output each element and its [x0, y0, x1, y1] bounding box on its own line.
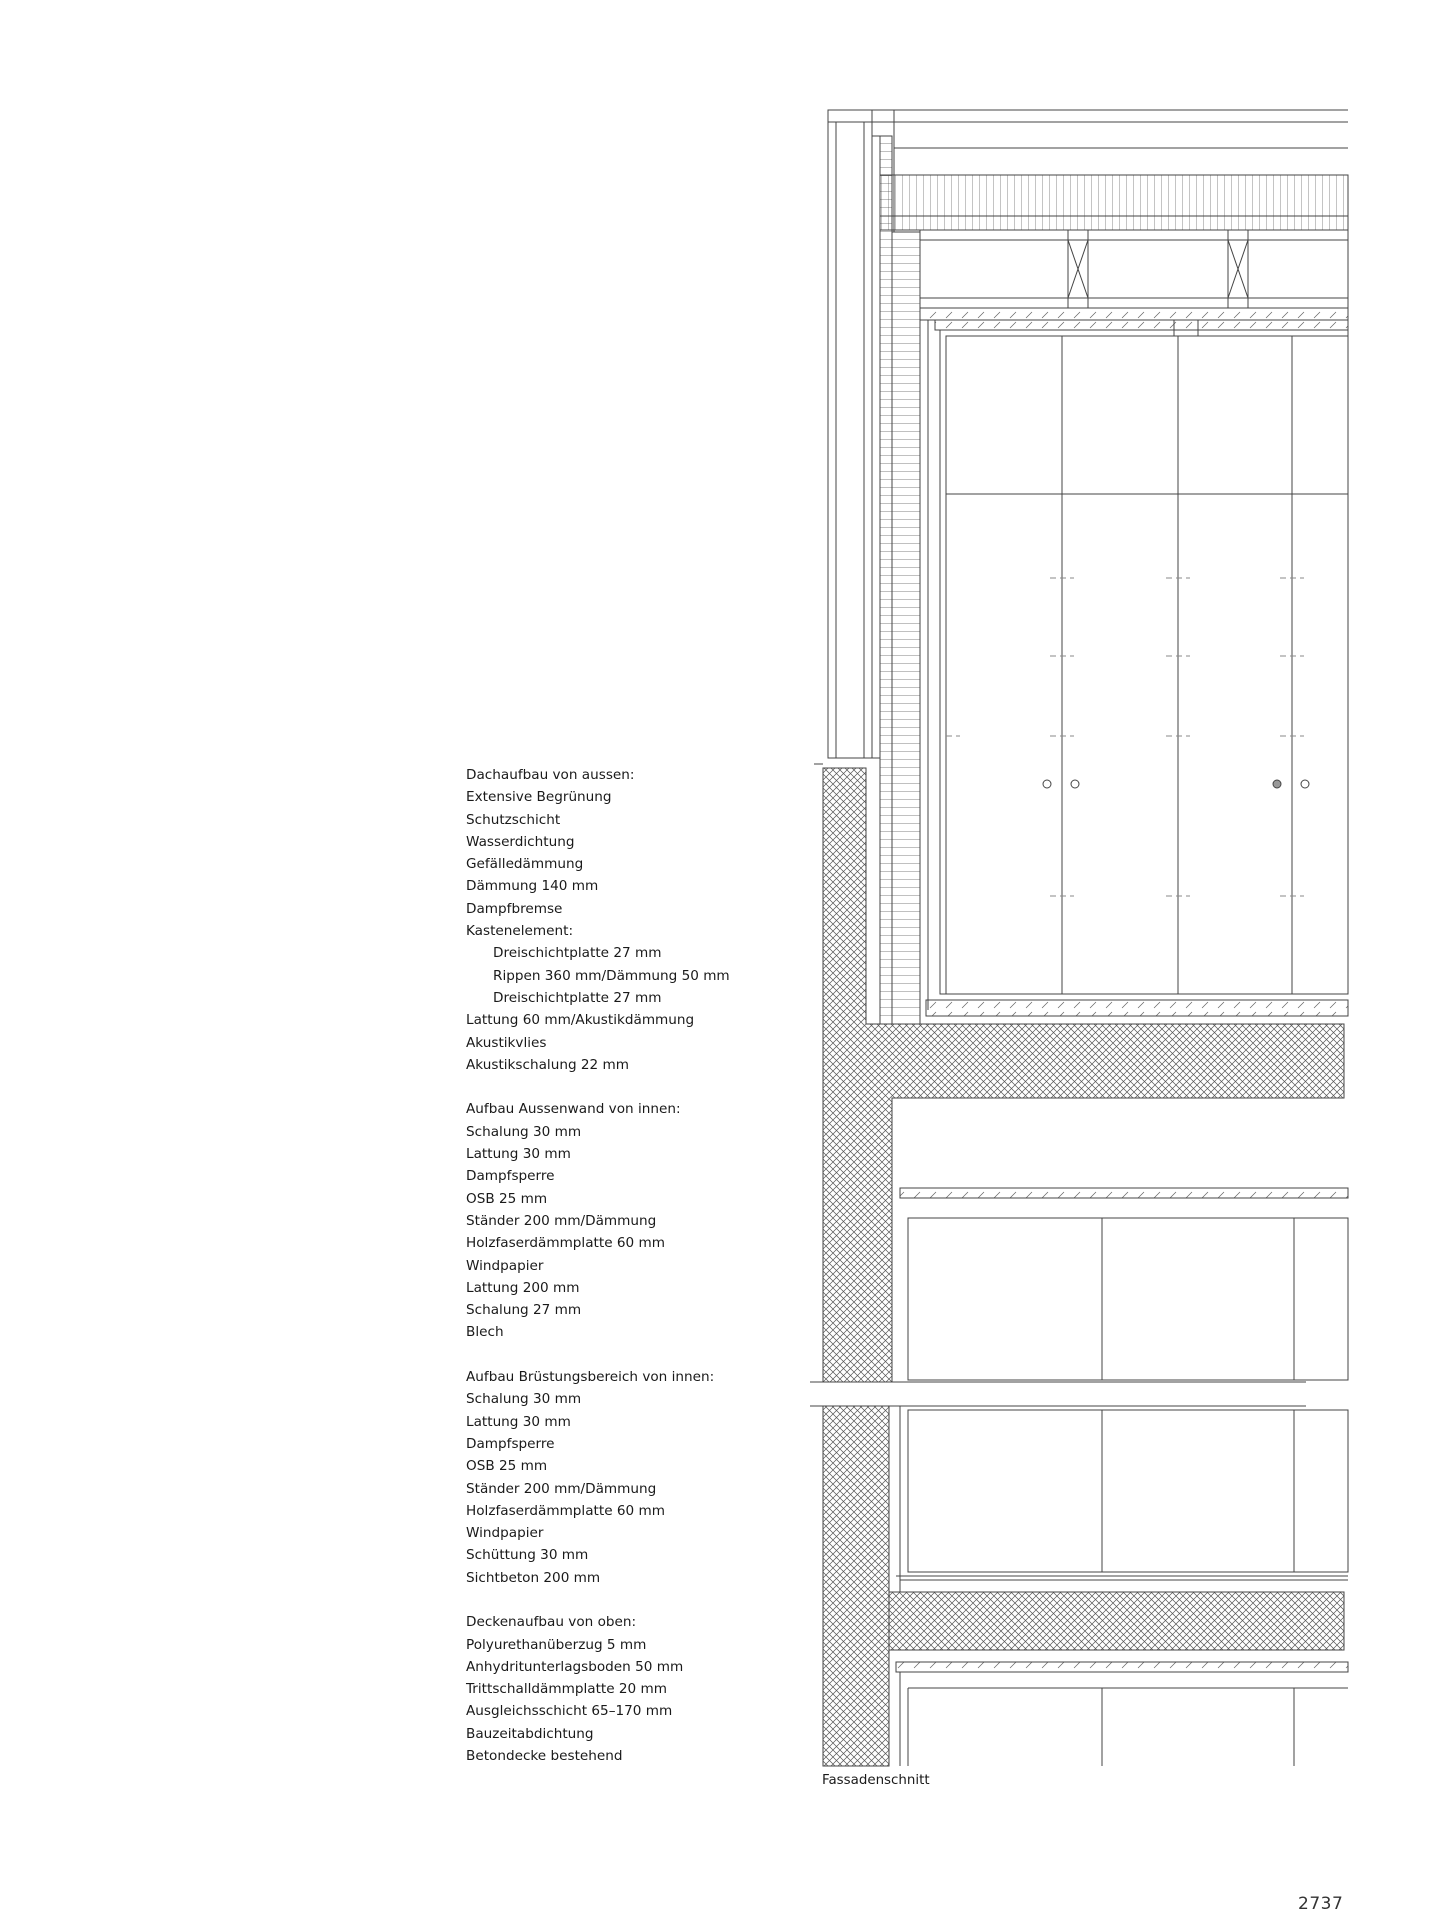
roof-insulation-layer — [880, 175, 1348, 230]
spec-item: Holzfaserdämmplatte 60 mm — [466, 1235, 665, 1252]
spec-item: Kastenelement: — [466, 923, 574, 940]
middle-storey-window — [900, 1188, 1348, 1380]
spec-item: Anhydritunterlagsboden 50 mm — [466, 1658, 684, 1675]
spec-item: Dreischichtplatte 27 mm — [493, 945, 662, 962]
roof-box-element — [920, 230, 1348, 308]
lower-parapet-wall — [823, 1406, 1348, 1766]
spec-item: Extensive Begrünung — [466, 789, 612, 806]
spec-item: Schalung 27 mm — [466, 1302, 582, 1319]
mid-floor-band — [810, 1382, 1306, 1406]
roof-acoustic-layer — [920, 308, 1348, 336]
spec-item: Trittschalldämmplatte 20 mm — [466, 1681, 668, 1698]
spec-item: OSB 25 mm — [466, 1190, 548, 1207]
spec-group — [466, 1366, 796, 1589]
spec-item: Lattung 30 mm — [466, 1146, 571, 1163]
spec-group-heading: Dachaufbau von aussen: — [466, 767, 635, 783]
spec-item: Dampfsperre — [466, 1168, 555, 1185]
spec-item: Windpapier — [466, 1525, 544, 1542]
spec-item: Akustikvlies — [466, 1034, 547, 1051]
spec-item: Ausgleichsschicht 65–170 mm — [466, 1703, 673, 1720]
spec-item: Schalung 30 mm — [466, 1123, 582, 1140]
spec-group-heading: Deckenaufbau von oben: — [466, 1614, 637, 1631]
lower-storey-window — [896, 1662, 1348, 1766]
spec-item: Dämmung 140 mm — [466, 878, 599, 895]
spec-group — [466, 764, 796, 1076]
drawing-caption: Fassadenschnitt — [822, 1773, 930, 1788]
spec-item: Dampfsperre — [466, 1435, 555, 1452]
spec-group-heading: Aufbau Aussenwand von innen: — [466, 1101, 681, 1118]
spec-item: Akustikschalung 22 mm — [466, 1056, 629, 1073]
spec-item: Lattung 30 mm — [466, 1413, 571, 1430]
spec-item: Betondecke bestehend — [466, 1748, 623, 1765]
spec-item: Polyurethanüberzug 5 mm — [466, 1636, 647, 1653]
spec-item: OSB 25 mm — [466, 1458, 548, 1475]
spec-group-heading: Aufbau Brüstungsbereich von innen: — [466, 1369, 715, 1386]
spec-group — [466, 1611, 796, 1767]
spec-group — [466, 1098, 796, 1343]
spec-item: Bauzeitabdichtung — [466, 1725, 594, 1742]
window-upper — [926, 330, 1348, 1016]
spec-item: Holzfaserdämmplatte 60 mm — [466, 1502, 665, 1519]
spec-item: Ständer 200 mm/Dämmung — [466, 1212, 657, 1229]
spec-item: Schüttung 30 mm — [466, 1547, 589, 1564]
spec-item: Lattung 200 mm — [466, 1279, 580, 1296]
spec-item: Lattung 60 mm/Akustikdämmung — [466, 1012, 695, 1029]
spec-item: Windpapier — [466, 1257, 544, 1274]
spec-item: Wasserdichtung — [466, 833, 575, 850]
spec-item: Ständer 200 mm/Dämmung — [466, 1480, 657, 1497]
spec-item: Gefälledämmung — [466, 856, 584, 873]
spec-item: Dreischichtplatte 27 mm — [493, 989, 662, 1006]
page-number: 2737 — [1298, 1894, 1344, 1914]
spec-item: Blech — [466, 1324, 504, 1341]
construction-spec-list — [466, 764, 796, 1767]
spec-item: Schalung 30 mm — [466, 1391, 582, 1408]
spec-item: Sichtbeton 200 mm — [466, 1569, 601, 1586]
spec-item: Dampfbremse — [466, 900, 563, 917]
spec-item: Rippen 360 mm/Dämmung 50 mm — [493, 967, 730, 984]
spec-item: Schutzschicht — [466, 811, 561, 828]
